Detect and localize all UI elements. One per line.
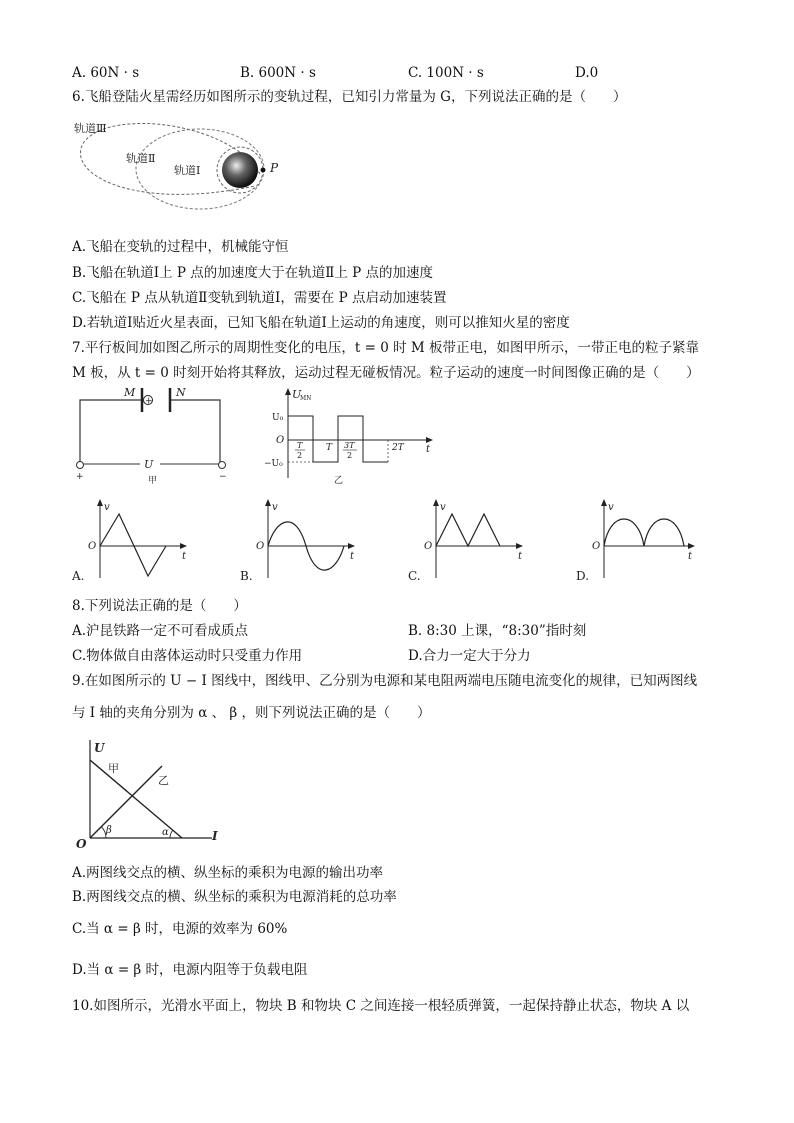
q8-option-c: C.物体做自由落体运动时只受重力作用 — [72, 648, 303, 664]
q6-option-a: A.飞船在变轨的过程中，机械能守恒 — [72, 239, 289, 255]
orbit-2-label: 轨道Ⅱ — [126, 152, 156, 165]
q6-orbit-figure — [70, 112, 290, 220]
q8-option-a: A.沪昆铁路一定不可看成质点 — [72, 623, 249, 639]
svg-text:t: t — [688, 551, 693, 562]
q9-yi-label: 乙 — [158, 774, 169, 787]
svg-text:t: t — [518, 551, 523, 562]
choice-d-label: D. — [576, 569, 590, 583]
terminal-plus-sign: + — [76, 472, 84, 482]
yi-y-axis-sub: MN — [300, 395, 312, 402]
svg-text:O: O — [88, 541, 97, 552]
q9-stem-line1: 9.在如图所示的 U − I 图线中，图线甲、乙分别为电源和某电阻两端电压随电流变化的规律，已知两图线 — [72, 673, 698, 689]
yi-t-3half-den: 2 — [347, 451, 353, 460]
q9-o-label: O — [76, 837, 87, 848]
q5-option-a: A. 60N · s — [72, 65, 140, 81]
q9-ui-figure — [72, 736, 232, 848]
q7-figure-jia — [70, 386, 240, 484]
choice-a-label: A. — [72, 569, 85, 583]
figure-yi-caption: 乙 — [334, 476, 344, 486]
terminal-minus-sign: − — [219, 472, 227, 482]
yi-t-label: T — [326, 443, 333, 453]
q8-option-d: D.合力一定大于分力 — [408, 648, 531, 664]
plate-n-label: N — [176, 386, 186, 399]
mars-planet — [222, 152, 258, 188]
svg-text:t: t — [182, 551, 187, 562]
figure-jia-caption: 甲 — [148, 476, 158, 484]
svg-text:v: v — [608, 502, 614, 513]
yi-u0-label: U₀ — [272, 413, 284, 423]
q6-stem: 6.飞船登陆火星需经历如图所示的变轨过程，已知引力常量为 G，下列说法正确的是（ ） — [72, 89, 627, 105]
svg-text:t: t — [350, 551, 355, 562]
voltage-u-label: U — [144, 458, 154, 471]
svg-text:v: v — [272, 502, 278, 513]
q9-jia-label: 甲 — [108, 762, 119, 775]
yi-2t-label: 2T — [392, 443, 404, 453]
q7-figure-yi — [258, 386, 438, 486]
q5-option-d: D.0 — [575, 65, 599, 81]
point-p-label: P — [270, 161, 279, 175]
svg-text:v: v — [440, 502, 446, 513]
q7-choice-b-graph — [238, 496, 358, 584]
q9-u-label: U — [94, 741, 105, 755]
yi-t-half-num: T — [297, 441, 303, 450]
q6-option-c: C.飞船在 P 点从轨道Ⅱ变轨到轨道Ⅰ，需要在 P 点启动加速装置 — [72, 290, 447, 306]
svg-text:O: O — [256, 541, 265, 552]
q5-option-b: B. 600N · s — [240, 65, 316, 81]
q9-beta-label: β — [106, 825, 112, 836]
svg-text:O: O — [592, 541, 601, 552]
yi-t-axis-label: t — [426, 444, 431, 455]
orbit-1-label: 轨道Ⅰ — [174, 164, 201, 177]
yi-origin-label: O — [276, 435, 285, 446]
q9-i-label: I — [212, 829, 218, 843]
q7-choice-d-graph — [574, 496, 698, 584]
q10-stem: 10.如图所示，光滑水平面上，物块 B 和物块 C 之间连接一根轻质弹簧，一起保持静止状态，物块 A 以 — [72, 998, 690, 1014]
q6-option-d: D.若轨道Ⅰ贴近火星表面，已知飞船在轨道Ⅰ上运动的角速度，则可以推知火星的密度 — [72, 315, 570, 331]
q7-choice-a-graph — [70, 496, 190, 584]
yi-neg-u0-label: −U₀ — [264, 459, 283, 469]
q9-stem-line2: 与 I 轴的夹角分别为 α 、 β ，则下列说法正确的是（ ） — [72, 705, 431, 721]
q9-option-d: D.当 α = β 时，电源内阻等于负载电阻 — [72, 962, 308, 978]
orbit-3-label: 轨道Ⅲ — [74, 122, 107, 135]
q9-option-c: C.当 α = β 时，电源的效率为 60% — [72, 921, 288, 937]
line-yi — [90, 766, 162, 838]
q8-stem: 8.下列说法正确的是（ ） — [72, 598, 247, 614]
choice-b-label: B. — [240, 569, 253, 583]
svg-text:v: v — [104, 502, 110, 513]
q7-stem-line1: 7.平行板间加如图乙所示的周期性变化的电压，t = 0 时 M 板带正电，如图甲所示，一带正电的粒子紧靠 — [72, 340, 699, 356]
point-p-dot — [261, 168, 266, 173]
q5-option-c: C. 100N · s — [408, 65, 484, 81]
terminal-plus — [77, 462, 84, 469]
q6-option-b: B.飞船在轨道Ⅰ上 P 点的加速度大于在轨道Ⅱ上 P 点的加速度 — [72, 265, 434, 281]
particle-plus: + — [145, 396, 153, 407]
choice-c-label: C. — [408, 569, 421, 583]
yi-t-3half-num: 3T — [344, 441, 355, 450]
terminal-minus — [219, 462, 226, 469]
q7-stem-line2: M 板，从 t = 0 时刻开始将其释放，运动过程无碰板情况。粒子运动的速度一时间图像正确的是（ ） — [72, 365, 700, 381]
q9-alpha-label: α — [162, 827, 169, 838]
q9-option-b: B.两图线交点的横、纵坐标的乘积为电源消耗的总功率 — [72, 889, 397, 905]
svg-text:O: O — [424, 541, 433, 552]
q7-choice-c-graph — [406, 496, 526, 584]
yi-t-half-den: 2 — [297, 451, 303, 460]
plate-m-label: M — [124, 386, 136, 399]
q9-option-a: A.两图线交点的横、纵坐标的乘积为电源的输出功率 — [72, 865, 384, 881]
q8-option-b: B. 8:30 上课，“8:30”指时刻 — [408, 623, 587, 639]
yi-y-axis-label: U — [292, 388, 302, 401]
